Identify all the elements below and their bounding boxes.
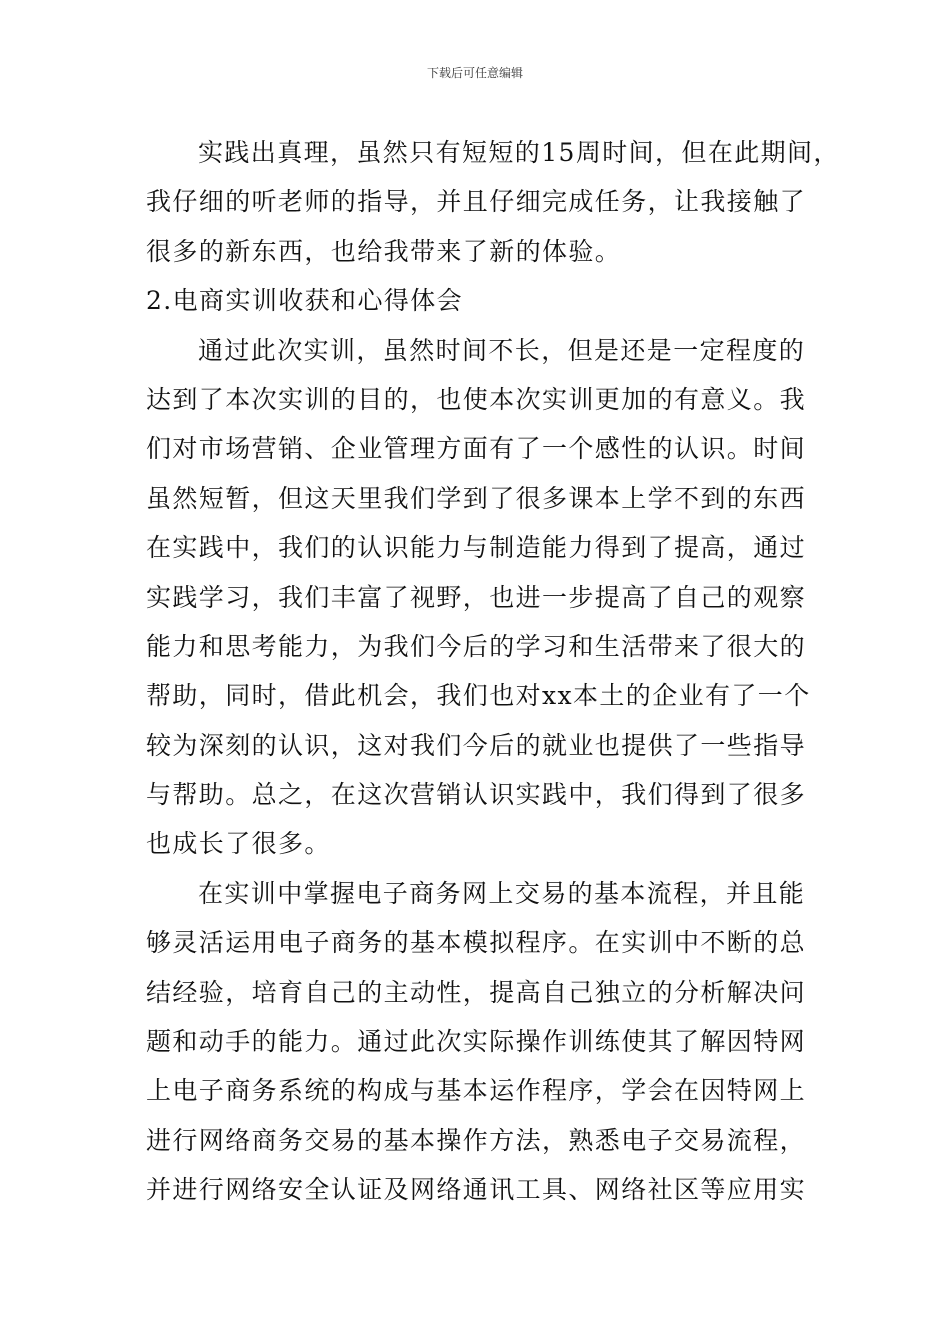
text-line: 实践学习，我们丰富了视野，也进一步提高了自己的观察: [146, 582, 807, 612]
text-line: 也成长了很多。: [146, 829, 331, 859]
text-line: 帮助，同时，借此机会，我们也对xx本土的企业有了一个: [146, 681, 811, 711]
text-line: 实践出真理，虽然只有短短的15周时间，但在此期间，: [198, 138, 840, 167]
text-line: 在实践中，我们的认识能力与制造能力得到了提高，通过: [146, 533, 807, 563]
text-line: 上电子商务系统的构成与基本运作程序，学会在因特网上: [146, 1076, 807, 1106]
text-line: 很多的新东西，也给我带来了新的体验。: [146, 236, 622, 266]
text-line: 我仔细的听老师的指导，并且仔细完成任务，让我接触了: [146, 187, 807, 217]
text-line: 结经验，培育自己的主动性，提高自己独立的分析解决问: [146, 977, 807, 1007]
text-line: 达到了本次实训的目的，也使本次实训更加的有意义。我: [146, 384, 807, 414]
body-text: [146, 128, 840, 1215]
text-line: 并进行网络安全认证及网络通讯工具、网络社区等应用实: [146, 1175, 807, 1205]
text-line: 题和动手的能力。通过此次实际操作训练使其了解因特网: [146, 1027, 807, 1057]
page-header: 下载后可任意编辑: [426, 66, 523, 80]
text-line: 与帮助。总之，在这次营销认识实践中，我们得到了很多: [146, 780, 807, 810]
text-line: 进行网络商务交易的基本操作方法，熟悉电子交易流程，: [146, 1125, 807, 1155]
text-line: 较为深刻的认识，这对我们今后的就业也提供了一些指导: [146, 730, 807, 760]
text-line: 2.电商实训收获和心得体会: [146, 286, 464, 316]
text-line: 在实训中掌握电子商务网上交易的基本流程，并且能: [198, 878, 806, 908]
text-line: 虽然短暂，但这天里我们学到了很多课本上学不到的东西: [146, 483, 807, 513]
text-line: 们对市场营销、企业管理方面有了一个感性的认识。时间: [146, 434, 807, 464]
text-line: 通过此次实训，虽然时间不长，但是还是一定程度的: [198, 335, 806, 365]
text-line: 够灵活运用电子商务的基本模拟程序。在实训中不断的总: [146, 928, 807, 958]
text-line: 能力和思考能力，为我们今后的学习和生活带来了很大的: [146, 631, 807, 661]
